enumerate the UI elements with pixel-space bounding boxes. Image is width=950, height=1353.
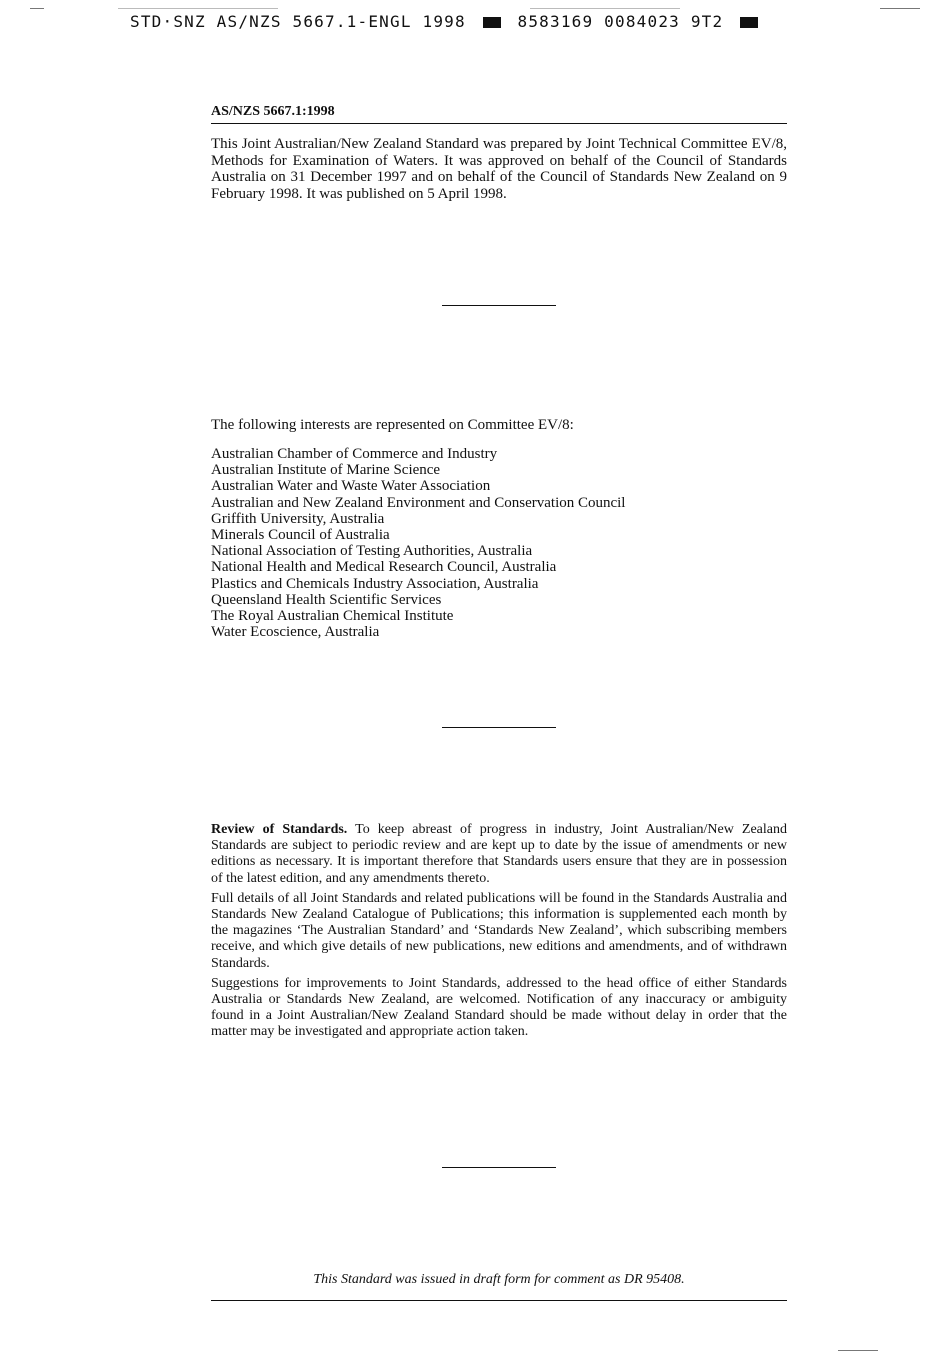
list-item: National Association of Testing Authorities, Australia <box>211 543 533 560</box>
draft-note: This Standard was issued in draft form for comment as DR 95408. <box>313 1272 685 1287</box>
scan-edge-mark <box>530 8 680 9</box>
scan-block-mark <box>483 17 501 28</box>
section-divider <box>442 305 556 306</box>
interest-list <box>211 446 787 640</box>
list-item: Australian and New Zealand Environment and Conservation Council <box>211 494 626 511</box>
section-divider <box>442 1167 556 1168</box>
scan-edge-mark <box>30 8 44 9</box>
list-item: Australian Water and Waste Water Association <box>211 478 491 495</box>
scan-edge-mark <box>838 1350 878 1351</box>
review-paragraph: Suggestions for improvements to Joint Standards, addressed to the head office of either Standards Australia or Standards New Zealand, are welcomed. Notification of any inaccuracy or ambiguity found in a Joint Australian/New Zealand Standard should be made without delay in order that the matter may be investigated and appropriate action taken. <box>211 975 787 1040</box>
section-divider <box>442 727 556 728</box>
scan-header-code: 8583169 0084023 9T2 <box>517 12 724 31</box>
review-paragraph <box>211 822 787 887</box>
list-item: Australian Chamber of Commerce and Industry <box>211 446 498 462</box>
scan-edge-mark <box>118 8 278 9</box>
list-item: Queensland Health Scientific Services <box>211 591 442 608</box>
review-heading: Review of Standards. <box>211 822 348 837</box>
list-item: The Royal Australian Chemical Institute <box>211 608 454 625</box>
list-item: Minerals Council of Australia <box>211 527 390 544</box>
review-text: To keep abreast of progress in industry, Joint Australian/New Zealand Standards are subject to periodic review and are kept up to date by the issue of amendments or new editions as necessary. It is important therefore that Standards users ensure that they are in possession of the latest edition, and any amendments thereto. <box>211 822 788 886</box>
footer-rule <box>211 1300 787 1301</box>
scan-edge-mark <box>880 8 920 9</box>
review-section <box>211 822 787 1045</box>
intro-paragraph: This Joint Australian/New Zealand Standard was prepared by Joint Technical Committee EV/8, Methods for Examination of Waters. It was approved on behalf of the Council of Standards Australia on 31 December 1997 and on behalf of the Council of Standards New Zealand on 9 February 1998. It was published on 5 April 1998. <box>211 136 787 202</box>
standard-id: AS/NZS 5667.1:1998 <box>211 104 787 124</box>
interests-lead: The following interests are represented on Committee EV/8: <box>211 417 574 433</box>
list-item: Australian Institute of Marine Science <box>211 462 441 479</box>
list-item: National Health and Medical Research Council, Australia <box>211 559 557 576</box>
scan-block-mark <box>740 17 758 28</box>
scan-header-left-text: STD·SNZ AS/NZS 5667.1-ENGL 1998 <box>130 12 466 31</box>
list-item: Water Ecoscience, Australia <box>211 624 380 641</box>
review-paragraph: Full details of all Joint Standards and related publications will be found in the Standards Australia and Standards New Zealand Catalogue of Publications; this information is supplemented each month by the magazines ‘The Australian Standard’ and ‘Standards New Zealand’, which subscribing members receive, and which give details of new publications, new editions and amendments, and of withdrawn Standards. <box>211 890 787 971</box>
list-item: Griffith University, Australia <box>211 510 385 527</box>
list-item: Plastics and Chemicals Industry Association, Australia <box>211 575 539 592</box>
scan-header <box>130 12 790 31</box>
